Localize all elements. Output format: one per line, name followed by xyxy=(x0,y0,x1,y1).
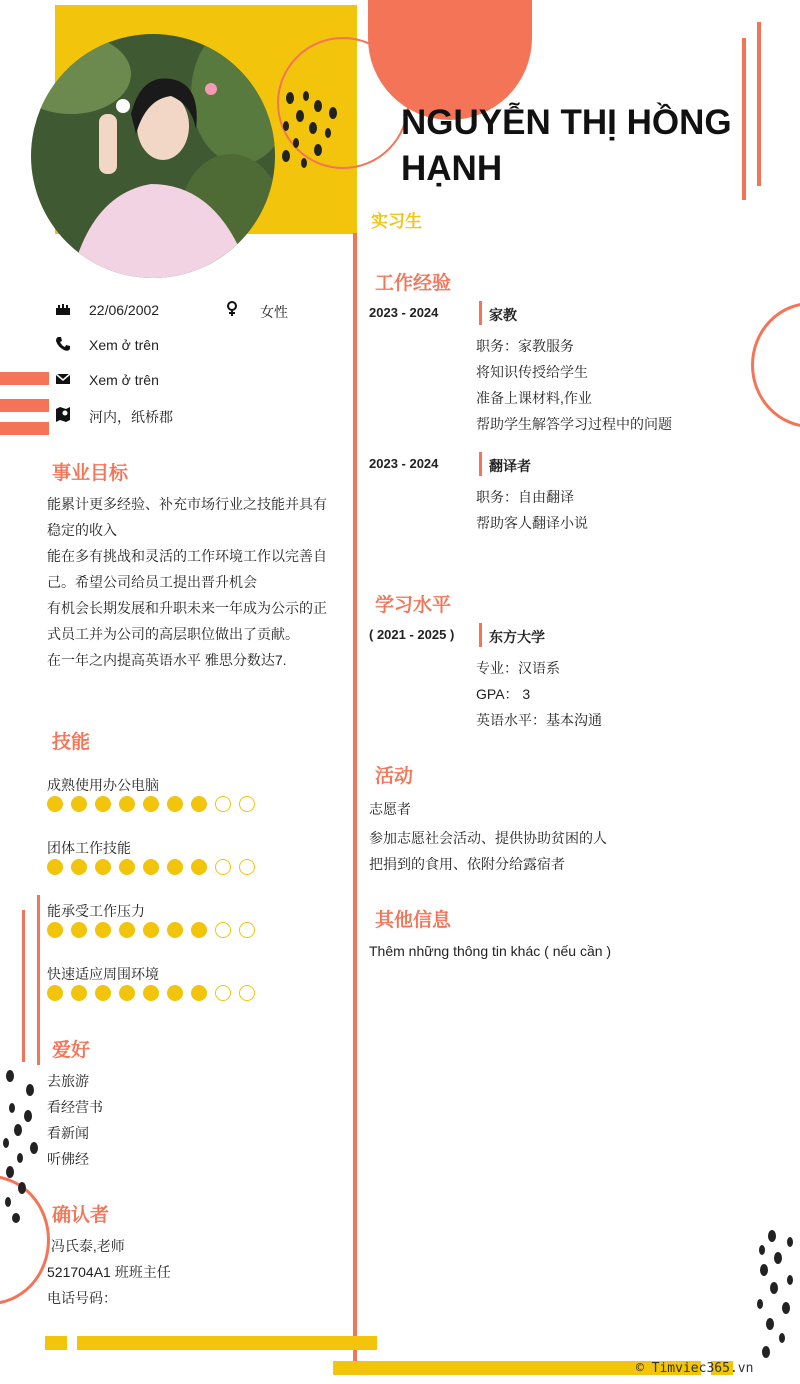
activities-title: 活动 xyxy=(375,766,414,787)
education-title: 学习水平 xyxy=(375,595,452,616)
skill-dot-filled xyxy=(167,922,183,938)
skill-dot-empty xyxy=(215,859,231,875)
deco-bar-left-3 xyxy=(0,422,49,435)
career-line: 己。希望公司给员工提出晋升机会 xyxy=(47,574,257,590)
skill-dot-filled xyxy=(119,859,135,875)
column-divider xyxy=(353,233,357,1363)
skill-dot-filled xyxy=(71,796,87,812)
education-period: ( 2021 - 2025 ) xyxy=(369,627,455,642)
job-details xyxy=(476,484,588,536)
skill-dot-empty xyxy=(239,796,255,812)
career-line: 有机会长期发展和升职未来一年成为公示的正 xyxy=(47,600,327,616)
avatar xyxy=(31,34,275,278)
map-icon xyxy=(54,405,72,423)
skill-dot-filled xyxy=(167,859,183,875)
career-line: 稳定的收入 xyxy=(47,522,117,538)
career-title: 事业目标 xyxy=(52,463,129,484)
skill-rating xyxy=(47,796,255,812)
skill-dot-filled xyxy=(71,922,87,938)
skill-dot-filled xyxy=(119,796,135,812)
skill-dot-filled xyxy=(95,985,111,1001)
phone-icon xyxy=(54,335,72,353)
skill-dot-empty xyxy=(239,859,255,875)
education-marker xyxy=(479,623,482,647)
education-details xyxy=(476,655,602,733)
birthday-cake-icon xyxy=(54,299,72,317)
skill-dot-empty xyxy=(215,985,231,1001)
skill-name: 成熟使用办公电脑 xyxy=(47,777,159,793)
deco-line-right-1 xyxy=(742,38,746,200)
job-detail: 帮助学生解答学习过程中的问题 xyxy=(476,416,672,432)
reference-title: 确认者 xyxy=(52,1205,110,1226)
reference-info xyxy=(47,1233,171,1311)
skill-dot-filled xyxy=(191,859,207,875)
skill-dot-filled xyxy=(47,985,63,1001)
deco-line-right-2 xyxy=(757,22,761,186)
birthdate: 22/06/2002 xyxy=(89,302,160,318)
job-period: 2023 - 2024 xyxy=(369,456,439,471)
job-detail: 帮助客人翻译小说 xyxy=(476,515,588,531)
skill-dot-filled xyxy=(143,985,159,1001)
name-line-2: HẠNH xyxy=(401,149,503,188)
skill-dot-filled xyxy=(95,796,111,812)
watermark: © Timviec365.vn xyxy=(636,1361,754,1376)
footer-bar-long xyxy=(77,1336,377,1350)
gender: 女性 xyxy=(260,304,288,320)
hobbies-title: 爱好 xyxy=(52,1040,91,1061)
skill-dot-filled xyxy=(47,796,63,812)
skill-dot-filled xyxy=(47,859,63,875)
avatar-illustration xyxy=(31,34,275,278)
hobby-item: 去旅游 xyxy=(47,1073,89,1089)
phone: Xem ở trên xyxy=(89,337,159,353)
activity-line: 把捐到的食用、依附分给露宿者 xyxy=(369,856,565,872)
career-line: 在一年之内提高英语水平 雅思分数达7. xyxy=(47,652,287,668)
skill-dot-filled xyxy=(143,796,159,812)
address: 河内，纸桥郡 xyxy=(89,409,173,425)
career-line: 能累计更多经验、补充市场行业之技能并具有 xyxy=(47,496,327,512)
skill-dot-filled xyxy=(47,922,63,938)
email: Xem ở trên xyxy=(89,372,159,388)
experience-title: 工作经验 xyxy=(375,273,452,294)
skill-dot-empty xyxy=(215,922,231,938)
activity-details xyxy=(369,825,607,877)
footer-bar-small xyxy=(45,1336,67,1350)
deco-line-left-a xyxy=(22,910,25,1062)
deco-bar-left-2 xyxy=(0,399,49,412)
gender-icon xyxy=(223,299,241,317)
skill-dot-filled xyxy=(143,859,159,875)
career-text xyxy=(47,491,347,673)
skill-rating xyxy=(47,922,255,938)
skill-dot-filled xyxy=(71,859,87,875)
job-details xyxy=(476,333,672,437)
job-title: 家教 xyxy=(489,307,517,323)
skill-dot-filled xyxy=(95,922,111,938)
reference-line: 521704A1 班班主任 xyxy=(47,1264,171,1280)
skill-dot-filled xyxy=(167,985,183,1001)
activity-line: 志愿者 xyxy=(369,801,411,817)
job-detail: 职务：家教服务 xyxy=(476,338,574,354)
dots-pattern-left xyxy=(0,1068,50,1228)
email-icon xyxy=(54,370,72,388)
skill-dot-empty xyxy=(239,985,255,1001)
other-title: 其他信息 xyxy=(375,910,452,931)
deco-bar-left-1 xyxy=(0,372,49,385)
activity-line: 参加志愿社会活动、提供协助贫困的人 xyxy=(369,830,607,846)
skill-dot-filled xyxy=(143,922,159,938)
skills-title: 技能 xyxy=(52,732,91,753)
job-period: 2023 - 2024 xyxy=(369,305,439,320)
job-detail: 准备上课材料,作业 xyxy=(476,390,592,406)
skill-dot-filled xyxy=(191,985,207,1001)
school-name: 东方大学 xyxy=(489,629,545,645)
hobbies-list xyxy=(47,1068,103,1172)
skill-dot-filled xyxy=(71,985,87,1001)
skill-dot-empty xyxy=(239,922,255,938)
job-marker xyxy=(479,301,482,325)
skill-rating xyxy=(47,985,255,1001)
skill-dot-filled xyxy=(191,796,207,812)
position-title: 实习生 xyxy=(371,212,422,231)
dots-pattern-bottom-right xyxy=(752,1228,800,1368)
skill-dot-filled xyxy=(167,796,183,812)
hobby-item: 看经营书 xyxy=(47,1099,103,1115)
skill-dot-filled xyxy=(95,859,111,875)
name xyxy=(401,100,732,192)
deco-line-left-b xyxy=(37,895,40,1065)
hobby-item: 看新闻 xyxy=(47,1125,89,1141)
deco-half-circle-right xyxy=(751,302,800,428)
job-marker xyxy=(479,452,482,476)
skill-dot-filled xyxy=(191,922,207,938)
skill-rating xyxy=(47,859,255,875)
reference-line: 电话号码： xyxy=(47,1290,117,1306)
job-title: 翻译者 xyxy=(489,458,531,474)
name-line-1: NGUYỄN THỊ HỒNG xyxy=(401,103,732,142)
skill-dot-empty xyxy=(215,796,231,812)
skill-name: 能承受工作压力 xyxy=(47,903,145,919)
career-line: 式员工并为公司的高层职位做出了贡献。 xyxy=(47,626,299,642)
reference-line: 冯氏泰,老师 xyxy=(47,1238,125,1254)
skill-dot-filled xyxy=(119,985,135,1001)
education-detail: 英语水平：基本沟通 xyxy=(476,712,602,728)
skill-name: 快速适应周围环境 xyxy=(47,966,159,982)
other-text: Thêm những thông tin khác ( nếu cần ) xyxy=(369,943,612,959)
skill-dot-filled xyxy=(119,922,135,938)
career-line: 能在多有挑战和灵活的工作环境工作以完善自 xyxy=(47,548,327,564)
job-detail: 职务：自由翻译 xyxy=(476,489,574,505)
dots-pattern-top xyxy=(278,88,348,178)
skill-name: 团体工作技能 xyxy=(47,840,131,856)
education-detail: 专业：汉语系 xyxy=(476,660,560,676)
hobby-item: 听佛经 xyxy=(47,1151,89,1167)
education-detail: GPA： 3 xyxy=(476,686,531,702)
job-detail: 将知识传授给学生 xyxy=(476,364,588,380)
